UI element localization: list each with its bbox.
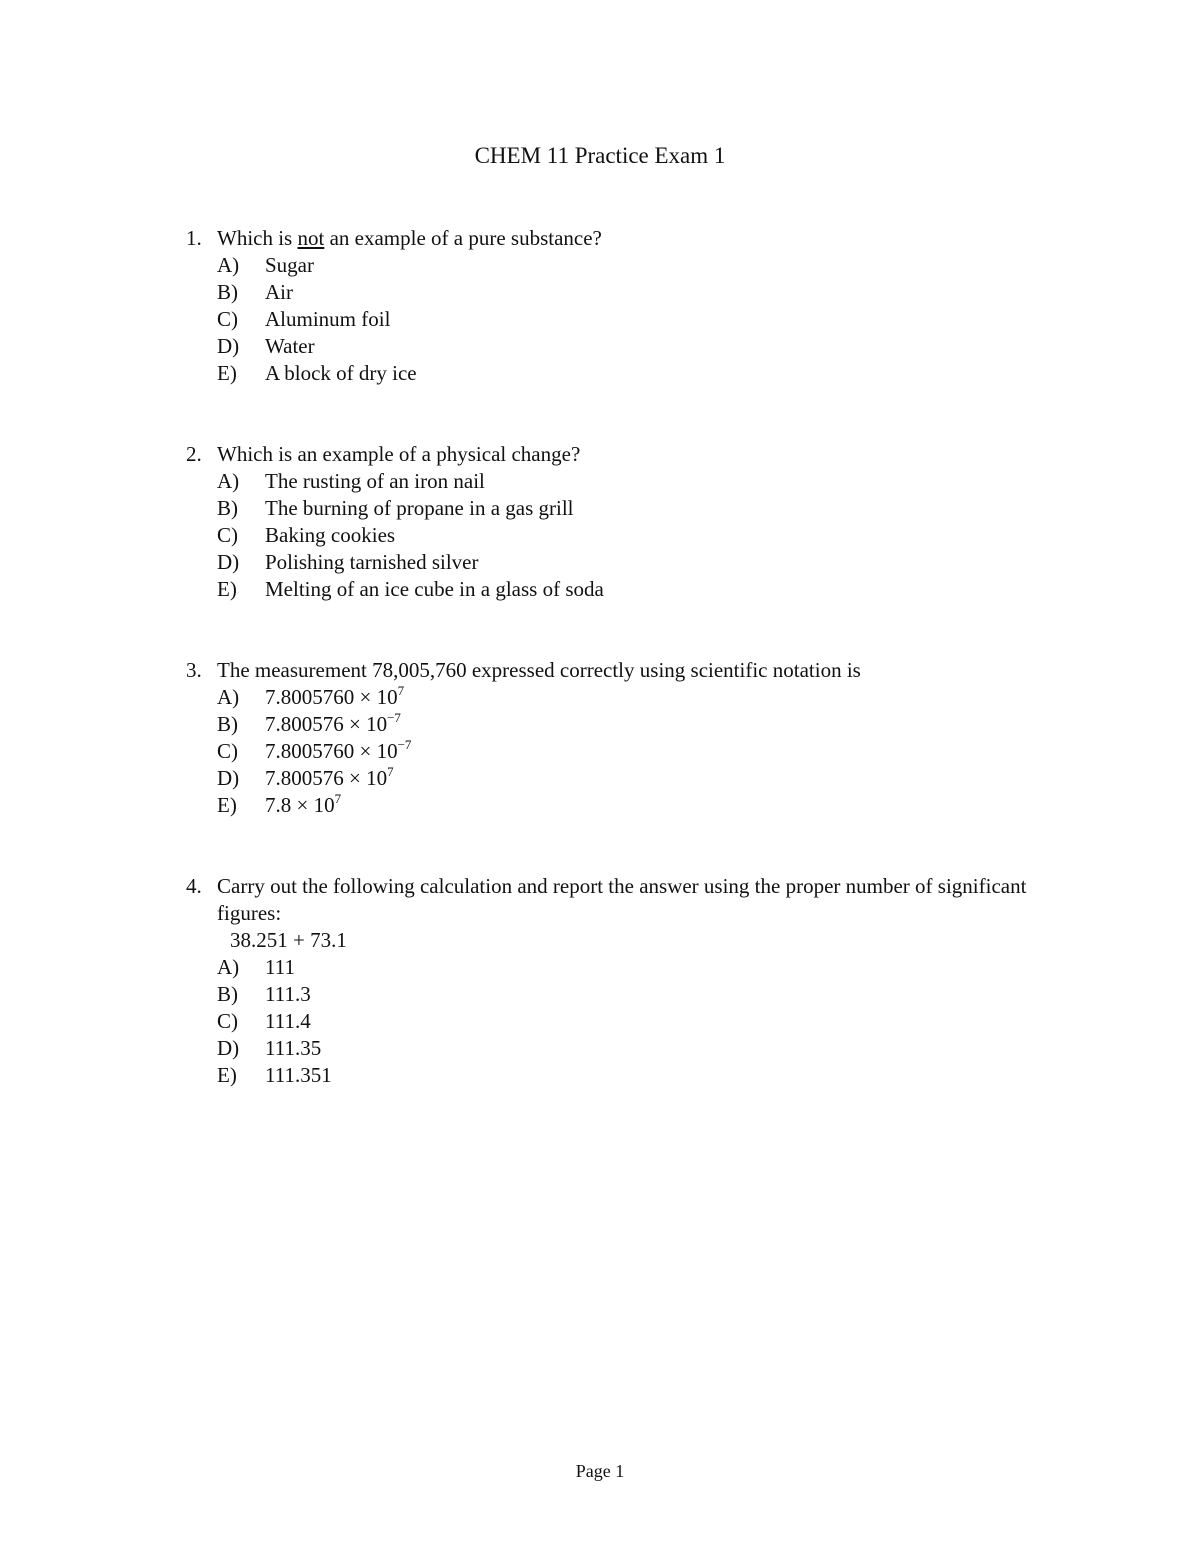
option-letter: C) xyxy=(217,739,238,763)
option-text xyxy=(265,765,1046,792)
option-text: Aluminum foil xyxy=(265,307,391,331)
option-e xyxy=(186,360,1046,387)
sci-notation-exponent: 7 xyxy=(334,791,342,806)
option-text xyxy=(265,792,1046,819)
option-letter: A) xyxy=(217,685,240,709)
option-a xyxy=(186,684,1046,711)
option-c xyxy=(186,306,1046,333)
question-text-part: an example of a pure substance? xyxy=(324,226,602,250)
option-letter: D) xyxy=(217,766,240,790)
question-1-options xyxy=(186,252,1046,387)
option-e xyxy=(186,576,1046,603)
sci-notation-base: 7.8005760 × 10 xyxy=(265,739,398,763)
question-text: Carry out the following calculation and report the answer using the proper number of significant figures: xyxy=(217,874,1027,925)
option-text: Baking cookies xyxy=(265,523,396,547)
option-letter: B) xyxy=(217,712,238,736)
option-letter: C) xyxy=(217,1009,238,1033)
option-c xyxy=(186,1008,1046,1035)
sci-notation-base: 7.8 × 10 xyxy=(265,793,335,817)
option-text: 111 xyxy=(265,955,295,979)
option-d xyxy=(186,765,1046,792)
option-text: 111.35 xyxy=(265,1036,322,1060)
question-number: 4. xyxy=(186,874,202,898)
option-text: Melting of an ice cube in a glass of soda xyxy=(265,577,604,601)
question-2-stem xyxy=(186,441,1046,468)
option-letter: A) xyxy=(217,955,240,979)
option-text: The burning of propane in a gas grill xyxy=(265,496,574,520)
option-letter: C) xyxy=(217,307,238,331)
option-d xyxy=(186,1035,1046,1062)
option-letter: D) xyxy=(217,1036,240,1060)
option-a xyxy=(186,468,1046,495)
option-e xyxy=(186,1062,1046,1089)
question-2-options xyxy=(186,468,1046,603)
option-d xyxy=(186,549,1046,576)
option-letter: B) xyxy=(217,496,238,520)
option-letter: B) xyxy=(217,982,238,1006)
option-c xyxy=(186,738,1046,765)
question-4-options xyxy=(186,954,1046,1089)
option-text: 111.351 xyxy=(265,1063,332,1087)
option-b xyxy=(186,495,1046,522)
option-letter: E) xyxy=(217,361,237,385)
sci-notation-exponent: 7 xyxy=(397,683,405,698)
option-d xyxy=(186,333,1046,360)
option-e xyxy=(186,792,1046,819)
question-number: 3. xyxy=(186,658,202,682)
option-letter: E) xyxy=(217,1063,237,1087)
option-text: 111.3 xyxy=(265,982,311,1006)
option-letter: A) xyxy=(217,469,240,493)
sci-notation-base: 7.800576 × 10 xyxy=(265,766,388,790)
question-1-stem xyxy=(186,225,1046,252)
sci-notation-exponent: −7 xyxy=(387,710,401,725)
question-3 xyxy=(186,657,1046,819)
sci-notation-base: 7.8005760 × 10 xyxy=(265,685,398,709)
option-letter: B) xyxy=(217,280,238,304)
option-text: Air xyxy=(265,280,293,304)
page-number: Page 1 xyxy=(575,1461,625,1481)
calculation-expression: 38.251 + 73.1 xyxy=(230,928,347,952)
option-text xyxy=(265,738,1046,765)
option-c xyxy=(186,522,1046,549)
option-text: 111.4 xyxy=(265,1009,311,1033)
sci-notation-exponent: 7 xyxy=(387,764,394,779)
option-letter: D) xyxy=(217,550,240,574)
sci-notation-base: 7.800576 × 10 xyxy=(265,712,388,736)
option-text: Polishing tarnished silver xyxy=(265,550,479,574)
option-a xyxy=(186,954,1046,981)
sci-notation-exponent: −7 xyxy=(397,737,412,752)
option-text xyxy=(265,711,1046,738)
question-number: 2. xyxy=(186,442,202,466)
question-1 xyxy=(186,225,1046,387)
question-text xyxy=(217,225,1046,252)
question-4-stem xyxy=(186,873,1046,927)
option-text: A block of dry ice xyxy=(265,361,417,385)
option-text: Sugar xyxy=(265,253,314,277)
option-b xyxy=(186,711,1046,738)
option-letter: E) xyxy=(217,793,237,817)
option-b xyxy=(186,981,1046,1008)
question-number: 1. xyxy=(186,226,202,250)
question-text: Which is an example of a physical change? xyxy=(217,442,581,466)
question-2 xyxy=(186,441,1046,603)
underlined-word: not xyxy=(297,226,325,250)
option-text: Water xyxy=(265,334,315,358)
option-text xyxy=(265,684,1046,711)
option-a xyxy=(186,252,1046,279)
option-letter: C) xyxy=(217,523,238,547)
option-b xyxy=(186,279,1046,306)
option-text: The rusting of an iron nail xyxy=(265,469,485,493)
question-text-part: Which is xyxy=(217,226,298,250)
option-letter: E) xyxy=(217,577,237,601)
option-letter: D) xyxy=(217,334,240,358)
question-3-options xyxy=(186,684,1046,819)
question-3-stem xyxy=(186,657,1046,684)
option-letter: A) xyxy=(217,253,240,277)
question-4 xyxy=(186,873,1046,1089)
question-text: The measurement 78,005,760 expressed correctly using scientific notation is xyxy=(217,658,861,682)
exam-title: CHEM 11 Practice Exam 1 xyxy=(474,143,726,168)
